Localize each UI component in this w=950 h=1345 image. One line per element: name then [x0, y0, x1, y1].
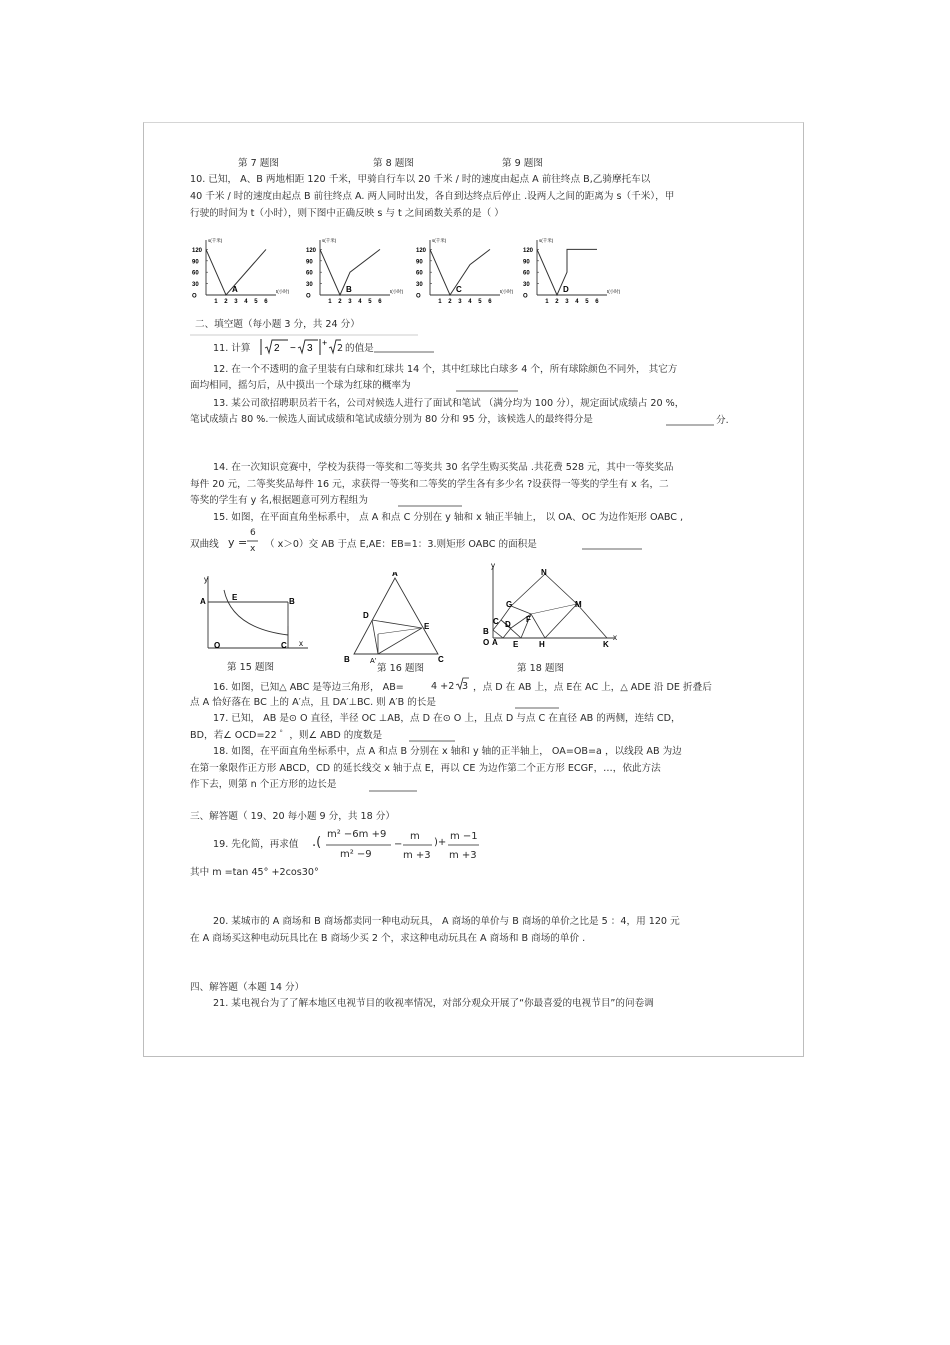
y-tick-label: 90	[416, 259, 423, 266]
section-4-heading: 四、解答题（本题 14 分）	[190, 982, 305, 993]
x-tick-label: 5	[478, 299, 482, 305]
q16-ab-value: 4 +2	[431, 681, 455, 692]
y-tick-label: 30	[192, 282, 199, 289]
svg-text:G: G	[506, 600, 513, 609]
q19-f2-num: m	[410, 831, 420, 842]
q19-prefix: 19. 先化简，再求值	[213, 839, 299, 850]
y-tick-label: O	[416, 293, 421, 300]
x-axis-label: t(小时)	[390, 289, 404, 294]
svg-text:2: 2	[274, 343, 280, 354]
x-tick-label: 6	[488, 299, 492, 305]
svg-text:B: B	[344, 655, 350, 664]
q11-expression	[259, 337, 344, 357]
q15-function: y =	[228, 536, 248, 549]
y-tick-label: 60	[523, 270, 530, 277]
q17-answer-blank[interactable]	[409, 739, 457, 743]
q16-line1-prefix: 16. 如图，已知△ ABC 是等边三角形， AB=	[213, 682, 404, 693]
svg-text:y: y	[491, 562, 495, 570]
x-tick-label: 3	[565, 299, 569, 305]
y-axis-label: s(千米)	[432, 238, 447, 243]
y-tick-label: 90	[192, 259, 199, 266]
x-tick-label: 6	[264, 299, 268, 305]
q19-close-plus: )+	[434, 837, 447, 848]
x-tick-label: 6	[595, 299, 599, 305]
x-tick-label: 3	[234, 299, 238, 305]
svg-text:y: y	[204, 575, 208, 584]
q19-minus: −	[394, 839, 403, 850]
q10-line2: 40 千米 / 时的速度由起点 B 前往终点 A. 两人同时出发，各自到达终点后停止 .设两人之间的距离为 s（千米），甲	[190, 191, 675, 202]
q15-prefix: 双曲线	[190, 539, 219, 550]
graph-option-label: D	[563, 285, 569, 294]
q13-answer-blank[interactable]	[666, 423, 716, 427]
x-tick-label: 4	[244, 299, 248, 305]
q14-line1: 14. 在一次知识竞赛中，学校为获得一等奖和二等奖共 30 名学生购买奖品 .共花费 528 元，其中一等奖奖品	[213, 462, 674, 473]
q15-fraction-bar	[247, 540, 259, 542]
q11-sqrt2-digit: 2	[337, 343, 344, 354]
q19-open-paren: .(	[312, 835, 322, 850]
section-2-rule	[190, 334, 420, 336]
q19-f1-bar	[326, 844, 392, 846]
caption-q9: 第 9 题图	[502, 158, 543, 169]
graph-option-label: A	[232, 285, 238, 294]
q11-suffix: 的值是	[345, 343, 374, 354]
x-tick-label: 2	[224, 299, 228, 305]
svg-text:A: A	[392, 572, 398, 578]
svg-text:x: x	[299, 639, 303, 648]
y-tick-label: 120	[416, 247, 427, 254]
svg-text:C: C	[493, 617, 499, 626]
q13-line1: 13. 某公司欲招聘职员若干名，公司对候选人进行了面试和笔试 （满分均为 100 分），规定面试成绩占 20 %，	[213, 398, 685, 409]
y-tick-label: 60	[306, 270, 313, 277]
q12-line1: 12. 在一个不透明的盒子里装有白球和红球共 14 个，其中红球比白球多 4 个，所有球除颜色不同外， 其它方	[213, 364, 678, 375]
y-tick-label: 30	[523, 282, 530, 289]
q13-line2: 笔试成绩占 80 %.一候选人面试成绩和笔试成绩分别为 80 分和 95 分，该候选人的最终得分是	[190, 414, 593, 425]
q15-fraction-numerator: 6	[250, 528, 256, 538]
y-tick-label: 60	[192, 270, 199, 277]
graph-c	[414, 236, 524, 310]
caption-q7: 第 7 题图	[238, 158, 279, 169]
figure-15	[196, 568, 311, 658]
q12-line2: 面均相同，摇匀后，从中摸出一个球为红球的概率为	[190, 380, 411, 391]
section-2-heading: 二、填空题（每小题 3 分，共 24 分）	[195, 319, 360, 330]
svg-text:M: M	[575, 600, 582, 609]
x-tick-label: 1	[438, 299, 442, 305]
y-tick-label: 90	[523, 259, 530, 266]
svg-text:A: A	[200, 597, 206, 606]
q21-line1: 21. 某电视台为了了解本地区电视节目的收视率情况，对部分观众开展了“你最喜爱的电视节目”的问卷调	[213, 998, 654, 1009]
q19-f3-num: m −1	[450, 831, 478, 842]
figure-18	[479, 562, 624, 654]
svg-text:−: −	[290, 343, 296, 354]
svg-text:O: O	[214, 641, 221, 650]
q19-f3-den: m +3	[449, 850, 477, 861]
svg-text:O: O	[483, 638, 490, 647]
q19-f2-den: m +3	[403, 850, 431, 861]
graph-option-label: C	[456, 285, 462, 294]
svg-text:E: E	[513, 640, 519, 649]
x-tick-label: 5	[368, 299, 372, 305]
q19-f1-den: m² −9	[340, 849, 372, 860]
caption-figure-16: 第 16 题图	[377, 663, 425, 674]
q18-answer-blank[interactable]	[369, 789, 419, 793]
x-tick-label: 1	[545, 299, 549, 305]
x-tick-label: 5	[254, 299, 258, 305]
y-tick-label: 120	[192, 247, 203, 254]
q19-line2: 其中 m =tan 45° +2cos30°	[190, 867, 319, 878]
q17-line2: BD，若∠ OCD=22 ゜，则∠ ABD 的度数是	[190, 730, 383, 741]
svg-text:E: E	[232, 593, 238, 602]
q15-answer-blank[interactable]	[582, 547, 644, 551]
q10-line1: 10. 已知， A、B 两地相距 120 千米，甲骑自行车以 20 千米 / 时的速度由起点 A 前往终点 B,乙骑摩托车以	[190, 174, 651, 185]
y-tick-label: 60	[416, 270, 423, 277]
svg-text:C: C	[438, 655, 444, 664]
svg-text:x: x	[613, 633, 617, 642]
caption-figure-15: 第 15 题图	[227, 662, 275, 673]
q20-line2: 在 A 商场买这种电动玩具比在 B 商场少买 2 个，求这种电动玩具在 A 商场和 B 商场的单价 .	[190, 933, 586, 944]
x-tick-label: 1	[328, 299, 332, 305]
y-tick-label: O	[192, 293, 197, 300]
q20-line1: 20. 某城市的 A 商场和 B 商场都卖同一种电动玩具， A 商场的单价与 B 商场的单价之比是 5 ：4，用 120 元	[213, 916, 680, 927]
y-tick-label: 90	[306, 259, 313, 266]
svg-text:C: C	[281, 641, 287, 650]
q12-answer-blank[interactable]	[456, 389, 520, 393]
x-tick-label: 1	[214, 299, 218, 305]
y-tick-label: 120	[523, 247, 534, 254]
q16-root: 3	[462, 681, 469, 692]
svg-text:B: B	[483, 627, 489, 636]
q18-line3: 作下去，则第 n 个正方形的边长是	[190, 779, 337, 790]
graph-a	[190, 236, 300, 310]
svg-text:D: D	[363, 611, 369, 620]
x-tick-label: 4	[468, 299, 472, 305]
x-tick-label: 5	[585, 299, 589, 305]
graph-d	[521, 236, 631, 310]
x-axis-label: t(小时)	[607, 289, 621, 294]
svg-text:3: 3	[307, 343, 313, 354]
section-3-heading: 三、解答题（ 19、20 每小题 9 分，共 18 分）	[190, 811, 395, 822]
svg-text:E: E	[424, 622, 430, 631]
y-axis-label: s(千米)	[322, 238, 337, 243]
figure-16	[342, 572, 452, 664]
y-tick-label: 30	[306, 282, 313, 289]
svg-text:K: K	[603, 640, 609, 649]
q16-line2: 点 A 恰好落在 BC 上的 A′点，且 DA′⊥BC. 则 A′B 的长是	[190, 697, 436, 708]
x-tick-label: 3	[458, 299, 462, 305]
q17-line1: 17. 已知， AB 是⊙ O 直径，半径 OC ⊥AB，点 D 在⊙ O 上，且点 D 与点 C 在直径 AB 的两侧，连结 CD，	[213, 713, 681, 724]
q14-line3: 等奖的学生有 y 名,根据题意可列方程组为	[190, 495, 368, 506]
caption-figure-18: 第 18 题图	[517, 663, 565, 674]
y-tick-label: O	[523, 293, 528, 300]
q19-f1-num: m² −6m +9	[327, 829, 387, 840]
svg-text:D: D	[505, 620, 511, 629]
q18-line1: 18. 如图，在平面直角坐标系中，点 A 和点 B 分别在 x 轴和 y 轴的正半轴上， OA=OB=a ，以线段 AB 为边	[213, 746, 682, 757]
q13-suffix: 分.	[716, 415, 729, 426]
svg-text:B: B	[289, 597, 295, 606]
graph-b	[304, 236, 414, 310]
q19-f2-bar	[403, 844, 433, 846]
y-tick-label: 120	[306, 247, 317, 254]
svg-text:A: A	[492, 638, 498, 647]
caption-q8: 第 8 题图	[373, 158, 414, 169]
svg-text:+: +	[322, 338, 328, 348]
x-tick-label: 2	[555, 299, 559, 305]
q19-f3-bar	[448, 844, 480, 846]
q15-fraction-denominator: x	[250, 544, 256, 554]
x-tick-label: 4	[575, 299, 579, 305]
q15-suffix: （ x＞0）交 AB 于点 E,AE：EB=1：3.则矩形 OABC 的面积是	[265, 539, 537, 550]
q15-line1: 15. 如图，在平面直角坐标系中， 点 A 和点 C 分别在 y 轴和 x 轴正半轴上， 以 OA、OC 为边作矩形 OABC ,	[213, 512, 684, 523]
q10-line3: 行驶的时间为 t（小时），则下图中正确反映 s 与 t 之间函数关系的是（ ）	[190, 208, 504, 219]
svg-text:F: F	[526, 615, 531, 624]
x-tick-label: 2	[448, 299, 452, 305]
y-tick-label: O	[306, 293, 311, 300]
svg-text:H: H	[539, 640, 545, 649]
x-tick-label: 3	[348, 299, 352, 305]
graph-option-label: B	[346, 285, 352, 294]
q14-line2: 每件 20 元，二等奖奖品每件 16 元，求获得一等奖和二等奖的学生各有多少名 ?设获得一等奖的学生有 x 名，二	[190, 479, 669, 490]
q16-line1-suffix: ，点 D 在 AB 上，点 E在 AC 上，△ ADE 沿 DE 折叠后	[473, 682, 712, 693]
x-axis-label: t(小时)	[276, 289, 290, 294]
svg-text:A': A'	[370, 658, 377, 664]
q11-prefix: 11. 计算	[213, 343, 251, 354]
x-tick-label: 4	[358, 299, 362, 305]
x-tick-label: 6	[378, 299, 382, 305]
y-axis-label: s(千米)	[208, 238, 223, 243]
x-axis-label: t(小时)	[500, 289, 514, 294]
q14-answer-blank[interactable]	[398, 504, 464, 508]
q18-line2: 在第一象限作正方形 ABCD，CD 的延长线交 x 轴于点 E，再以 CE 为边作第二个正方形 ECGF，…，依此方法	[190, 763, 661, 774]
q16-answer-blank[interactable]	[515, 706, 561, 710]
x-tick-label: 2	[338, 299, 342, 305]
svg-text:N: N	[541, 568, 547, 577]
q11-answer-blank[interactable]	[374, 350, 436, 354]
y-axis-label: s(千米)	[539, 238, 554, 243]
y-tick-label: 30	[416, 282, 423, 289]
